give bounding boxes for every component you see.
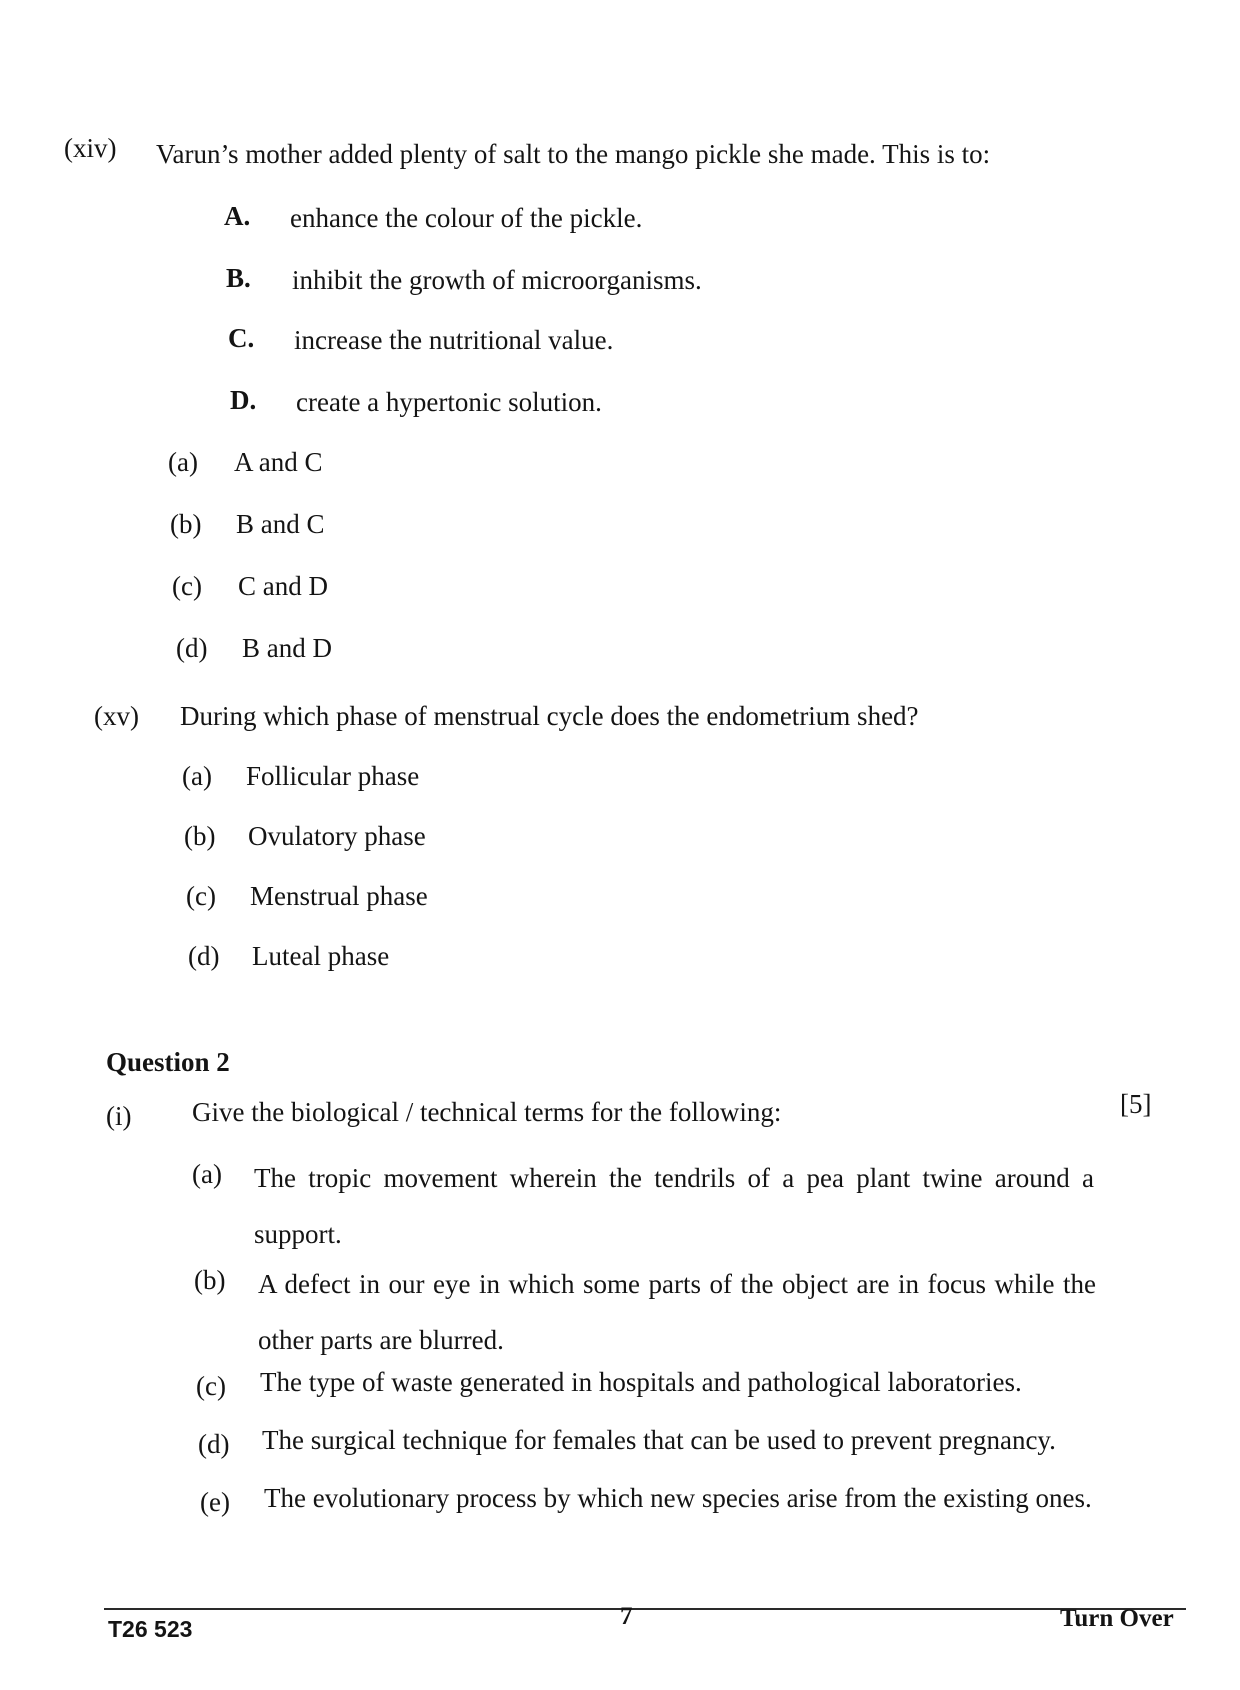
item-key: (e) bbox=[200, 1487, 230, 1517]
statement-key: B. bbox=[226, 263, 251, 293]
question-number: (xv) bbox=[94, 701, 139, 731]
option-key: (a) bbox=[182, 761, 212, 791]
statement-text: create a hypertonic solution. bbox=[296, 387, 602, 417]
question-text: Give the biological / technical terms for the following: bbox=[192, 1097, 782, 1127]
paper-code: T26 523 bbox=[108, 1616, 193, 1642]
item-text: The surgical technique for females that can be used to prevent pregnancy. bbox=[262, 1425, 1056, 1455]
section-heading: Question 2 bbox=[106, 1047, 230, 1077]
option-text: B and C bbox=[236, 509, 325, 539]
item-key: (d) bbox=[198, 1429, 230, 1459]
marks-label: [5] bbox=[1120, 1089, 1152, 1119]
item-text: The tropic movement wherein the tendrils of a pea plant twine around a support. bbox=[254, 1163, 1094, 1249]
option-key: (a) bbox=[168, 447, 198, 477]
question-text: During which phase of menstrual cycle does the endometrium shed? bbox=[180, 701, 919, 731]
statement-key: A. bbox=[224, 201, 251, 231]
option-key: (d) bbox=[176, 633, 208, 663]
option-text: C and D bbox=[238, 571, 328, 601]
statement-text: increase the nutritional value. bbox=[294, 325, 614, 355]
question-number: (xiv) bbox=[64, 133, 117, 163]
option-text: B and D bbox=[242, 633, 332, 663]
statement-key: D. bbox=[230, 385, 257, 415]
item-key: (a) bbox=[192, 1159, 222, 1189]
option-key: (d) bbox=[188, 941, 220, 971]
option-text: A and C bbox=[234, 447, 323, 477]
page-number: 7 bbox=[620, 1603, 633, 1630]
question-text: Varun’s mother added plenty of salt to the mango pickle she made. This is to: bbox=[156, 139, 991, 169]
turn-over-label: Turn Over bbox=[1060, 1605, 1174, 1632]
option-key: (c) bbox=[172, 571, 202, 601]
statement-key: C. bbox=[228, 323, 255, 353]
option-key: (b) bbox=[184, 821, 216, 851]
item-text: A defect in our eye in which some parts of the object are in focus while the other parts are blurred. bbox=[258, 1269, 1096, 1355]
statement-text: inhibit the growth of microorganisms. bbox=[292, 265, 702, 295]
item-text: The evolutionary process by which new species arise from the existing ones. bbox=[264, 1483, 1092, 1513]
option-key: (c) bbox=[186, 881, 216, 911]
question-number: (i) bbox=[106, 1101, 132, 1131]
option-text: Follicular phase bbox=[246, 761, 420, 791]
item-text: The type of waste generated in hospitals and pathological laboratories. bbox=[260, 1367, 1022, 1397]
option-text: Luteal phase bbox=[252, 941, 390, 971]
option-text: Ovulatory phase bbox=[248, 821, 426, 851]
item-key: (c) bbox=[196, 1371, 226, 1401]
statement-text: enhance the colour of the pickle. bbox=[290, 203, 643, 233]
option-key: (b) bbox=[170, 509, 202, 539]
item-key: (b) bbox=[194, 1265, 226, 1295]
option-text: Menstrual phase bbox=[250, 881, 428, 911]
footer-rule bbox=[104, 1608, 1186, 1610]
